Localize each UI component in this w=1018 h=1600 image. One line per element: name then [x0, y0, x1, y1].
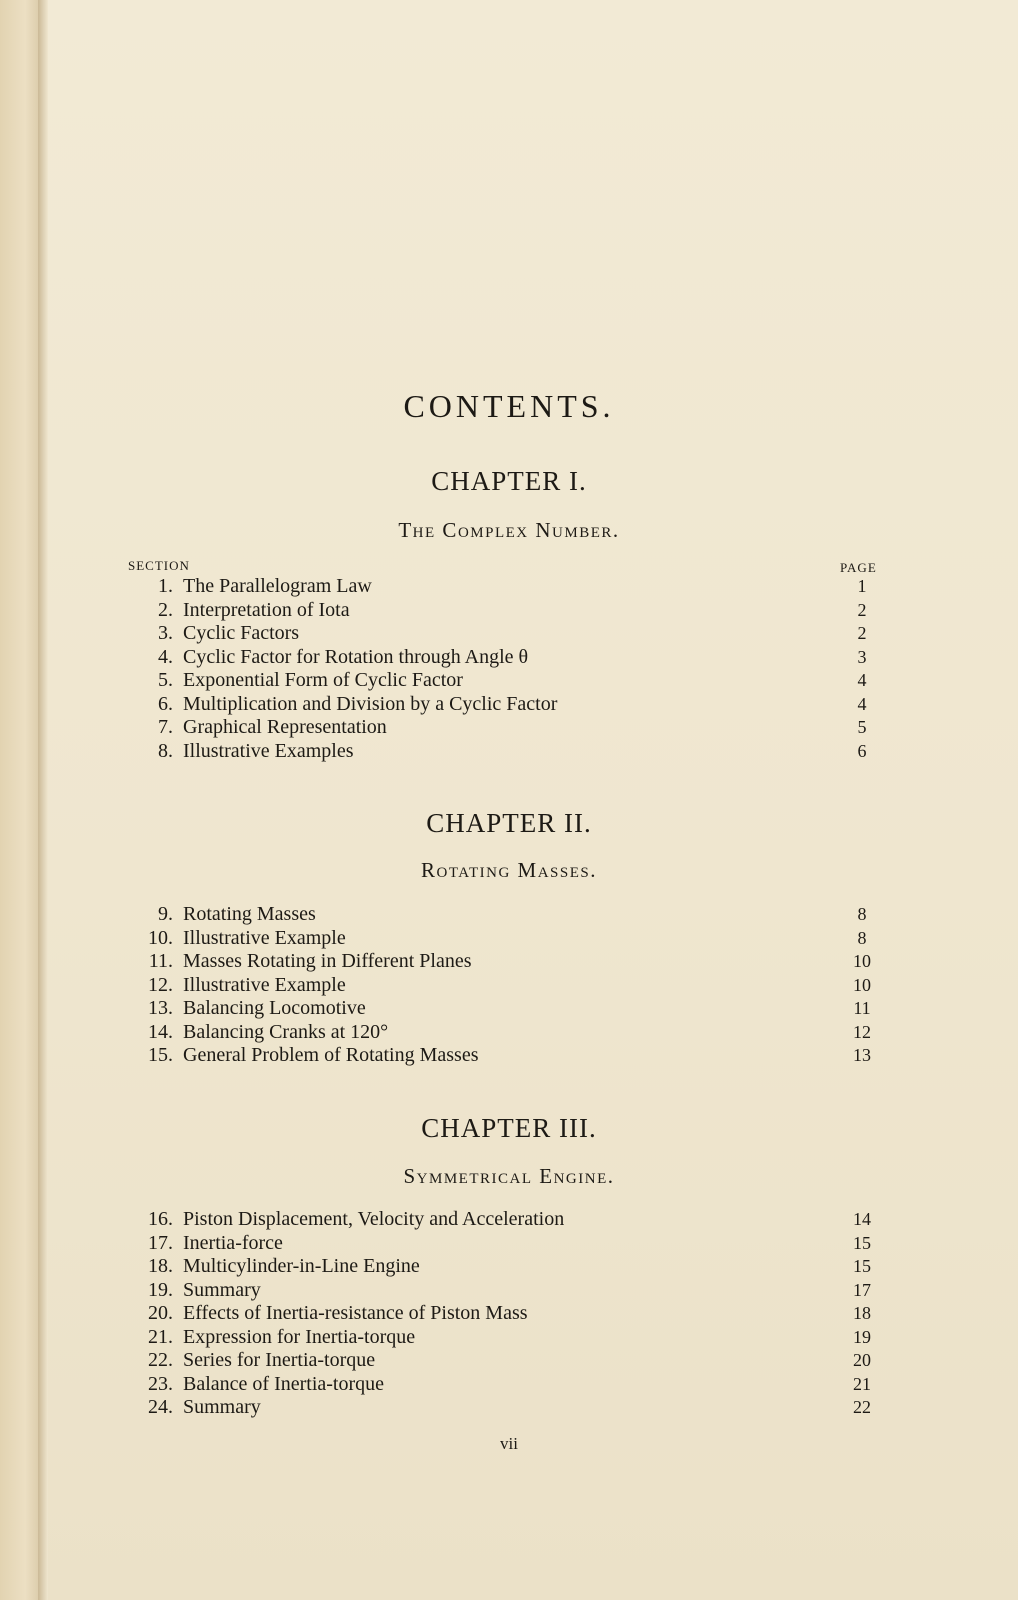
- section-title: Cyclic Factors: [183, 622, 300, 644]
- page-number: 11: [853, 998, 871, 1018]
- page-number: 5: [857, 717, 867, 737]
- chapter-3-entries: [0, 1208, 1018, 1420]
- page-number: 22: [853, 1397, 871, 1417]
- page-number: 21: [853, 1373, 871, 1394]
- section-title: Exponential Form of Cyclic Factor: [183, 669, 463, 691]
- toc-entry: [0, 1279, 1018, 1303]
- section-number: 4.: [158, 645, 173, 668]
- section-title: Illustrative Example: [183, 926, 346, 949]
- toc-entry: [0, 693, 1018, 717]
- section-number: 8.: [158, 739, 173, 762]
- page-column-header: PAGE: [840, 560, 877, 575]
- page-number: 2: [857, 623, 867, 643]
- toc-entry: [0, 1044, 1018, 1068]
- toc-entry: [0, 1326, 1018, 1350]
- page-number: 17: [853, 1279, 871, 1300]
- section-title: Effects of Inertia-resistance of Piston Mass: [183, 1302, 528, 1324]
- toc-entry: [0, 622, 1018, 646]
- section-number: 7.: [158, 716, 173, 738]
- page-number: 15: [853, 1232, 871, 1253]
- chapter-3-heading: CHAPTER III.: [421, 1113, 597, 1143]
- section-number: 1.: [158, 575, 173, 597]
- page-number: 20: [853, 1350, 871, 1370]
- page-number: 14: [853, 1209, 871, 1229]
- page-number: 8: [857, 927, 867, 948]
- toc-entry: [0, 1255, 1018, 1279]
- page-number: 10: [853, 951, 871, 971]
- chapter-1-subtitle: The Complex Number.: [398, 518, 620, 542]
- section-number: 11.: [148, 950, 173, 972]
- section-title: Balancing Cranks at 120°: [183, 1020, 389, 1043]
- page-number: 2: [857, 599, 867, 620]
- page-folio: vii: [500, 1434, 518, 1453]
- section-number: 21.: [148, 1325, 173, 1348]
- page-number: 1: [857, 576, 867, 596]
- section-title: Balancing Locomotive: [183, 997, 366, 1019]
- section-column-header: SECTION: [128, 558, 190, 573]
- toc-entry: [0, 1302, 1018, 1326]
- toc-entry: [0, 716, 1018, 740]
- toc-entry: [0, 1396, 1018, 1420]
- chapter-1-entries: [0, 575, 1018, 763]
- toc-entry: [0, 950, 1018, 974]
- section-number: 17.: [148, 1231, 173, 1254]
- chapter-2-entries: [0, 903, 1018, 1068]
- page-number: 19: [853, 1326, 871, 1347]
- toc-entry: [0, 599, 1018, 623]
- section-number: 3.: [158, 622, 173, 644]
- section-number: 22.: [148, 1349, 173, 1371]
- section-title: Series for Inertia-torque: [183, 1349, 376, 1371]
- toc-entry: [0, 903, 1018, 927]
- toc-entry: [0, 1021, 1018, 1045]
- toc-entry: [0, 1232, 1018, 1256]
- toc-entry: [0, 927, 1018, 951]
- toc-entry: [0, 974, 1018, 998]
- section-title: Rotating Masses: [183, 903, 316, 925]
- page-number: 10: [853, 974, 871, 995]
- page-number: 4: [857, 670, 867, 690]
- page-title: CONTENTS.: [403, 388, 615, 424]
- section-number: 24.: [148, 1396, 173, 1418]
- section-title: The Parallelogram Law: [183, 575, 372, 597]
- section-number: 15.: [148, 1044, 173, 1066]
- section-title: Graphical Representation: [183, 716, 387, 738]
- chapter-3-subtitle: Symmetrical Engine.: [403, 1164, 615, 1188]
- section-number: 18.: [148, 1255, 173, 1277]
- chapter-1-heading: CHAPTER I.: [431, 466, 587, 496]
- section-title: Inertia-force: [183, 1231, 283, 1254]
- section-title: General Problem of Rotating Masses: [183, 1044, 479, 1066]
- section-number: 20.: [148, 1302, 173, 1324]
- page-number: 13: [853, 1045, 871, 1065]
- section-title: Cyclic Factor for Rotation through Angle θ: [183, 645, 529, 668]
- page-number: 12: [853, 1021, 871, 1042]
- section-number: 23.: [148, 1372, 173, 1395]
- section-title: Piston Displacement, Velocity and Acceleration: [183, 1208, 565, 1230]
- section-title: Balance of Inertia-torque: [183, 1372, 385, 1395]
- page-number: 3: [857, 646, 867, 667]
- toc-entry: [0, 1208, 1018, 1232]
- page-number: 8: [857, 904, 867, 924]
- page-number: 6: [857, 740, 867, 761]
- page-number: 18: [853, 1303, 871, 1323]
- section-number: 10.: [148, 926, 173, 949]
- section-title: Masses Rotating in Different Planes: [183, 950, 472, 972]
- section-title: Illustrative Example: [183, 973, 346, 996]
- section-number: 5.: [158, 669, 173, 691]
- chapter-2-subtitle: Rotating Masses.: [421, 858, 597, 882]
- chapter-2-heading: CHAPTER II.: [426, 808, 592, 838]
- toc-entry: [0, 1349, 1018, 1373]
- section-number: 19.: [148, 1278, 173, 1301]
- page-number: 4: [857, 693, 867, 714]
- toc-entry: [0, 669, 1018, 693]
- section-number: 6.: [158, 692, 173, 715]
- toc-entry: [0, 646, 1018, 670]
- section-title: Multicylinder-in-Line Engine: [183, 1255, 420, 1277]
- section-number: 12.: [148, 973, 173, 996]
- section-title: Interpretation of Iota: [183, 598, 350, 621]
- toc-entry: [0, 1373, 1018, 1397]
- section-number: 14.: [148, 1020, 173, 1043]
- page-number: 15: [853, 1256, 871, 1276]
- section-title: Illustrative Examples: [183, 739, 354, 762]
- toc-entry: [0, 997, 1018, 1021]
- toc-entry: [0, 575, 1018, 599]
- section-number: 9.: [158, 903, 173, 925]
- toc-entry: [0, 740, 1018, 764]
- section-title: Summary: [183, 1278, 261, 1301]
- section-title: Summary: [183, 1396, 261, 1418]
- section-number: 2.: [158, 598, 173, 621]
- section-title: Expression for Inertia-torque: [183, 1325, 416, 1348]
- section-title: Multiplication and Division by a Cyclic Factor: [183, 692, 558, 715]
- section-number: 16.: [148, 1208, 173, 1230]
- section-number: 13.: [148, 997, 173, 1019]
